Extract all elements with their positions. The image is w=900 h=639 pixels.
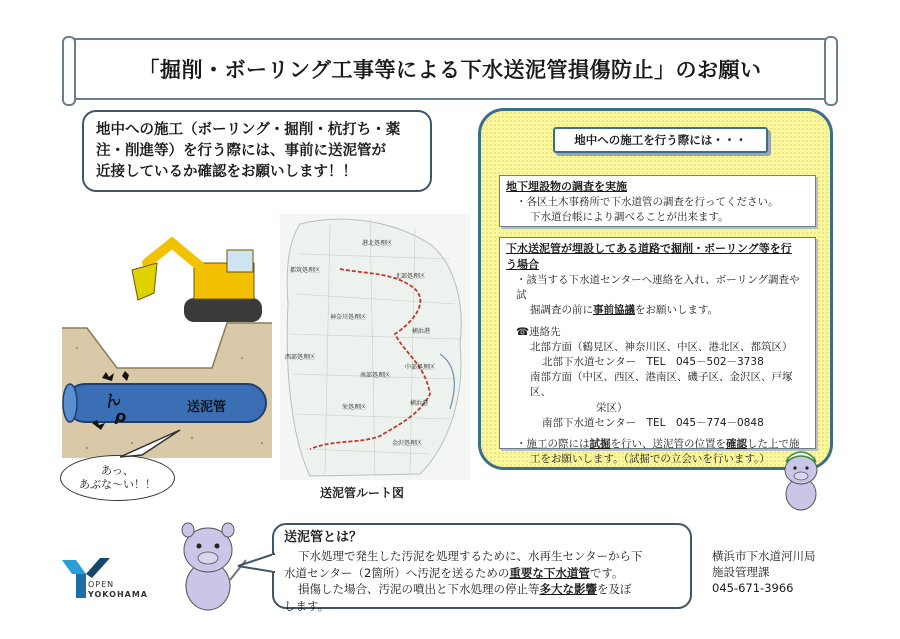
bubble-line: あっ、 xyxy=(101,464,134,477)
sewer-route-map xyxy=(280,214,470,480)
map-label: 栄処理区 xyxy=(342,404,367,411)
map-label: 北部処理区 xyxy=(395,273,426,280)
explanation-text: 下水処理で発生した汚泥を処理するために、水再生センターから下 xyxy=(298,548,643,563)
bubble-tail xyxy=(120,425,190,460)
map-label: 横浜港 xyxy=(412,328,431,335)
north-area: 北部方面（鶴見区、神奈川区、中区、港北区、都筑区） xyxy=(530,340,793,353)
section-heading: 下水送泥管が埋設してある道路で掘削・ボーリング等を行 xyxy=(506,242,792,255)
logo-text: OPEN YOKOHAMA xyxy=(88,580,148,599)
title-banner xyxy=(70,38,830,100)
section-text: 工をお願いします。（試掘での立会いを行います。） xyxy=(530,453,770,466)
section-text: ・各区土木事務所で下水道管の調査を行ってください。 xyxy=(516,195,779,208)
request-line: 地中への施工（ボーリング・掘削・杭打ち・薬 xyxy=(96,122,401,138)
svg-text:ρ: ρ xyxy=(112,405,129,427)
north-center-phone: 北部下水道センター TEL 045－502－3738 xyxy=(542,355,764,368)
section-text: ・該当する下水道センターへ連絡を入れ、ボーリング調査や試 xyxy=(516,273,800,302)
section-text: 掘調査の前に事前協議をお願いします。 xyxy=(530,304,719,317)
explanation-text: 水道センター（2箇所）へ汚泥を送るための重要な下水道管です。 xyxy=(284,565,624,580)
instruction-panel xyxy=(478,108,833,470)
office-name: 横浜市下水道河川局 xyxy=(712,549,816,563)
contact-label: ☎連絡先 xyxy=(516,325,561,338)
page-title: 「掘削・ボーリング工事等による下水送泥管損傷防止」のお願い xyxy=(138,58,762,82)
section-text: 下水道台帳により調べることが出来ます。 xyxy=(530,211,729,224)
map-label: 神奈川処理区 xyxy=(330,314,367,321)
south-center-phone: 南部下水道センター TEL 045－774－0848 xyxy=(542,416,764,429)
map-label: 西部処理区 xyxy=(285,354,316,361)
map-label: 港北処理区 xyxy=(362,240,393,247)
south-area: 栄区） xyxy=(596,401,628,414)
explanation-box xyxy=(272,523,692,613)
explanation-tail xyxy=(236,552,276,576)
south-area: 南部方面（中区、西区、港南区、磯子区、金沢区、戸塚区、 xyxy=(530,371,793,399)
explanation-text: 損傷した場合、汚泥の噴出と下水処理の停止等多大な影響を及ぼ xyxy=(298,582,632,597)
request-line: 近接しているか確認をお願いします！！ xyxy=(96,164,357,181)
section-heading: う場合 xyxy=(506,257,539,271)
request-box xyxy=(82,110,432,192)
bubble-line: あぶな～い！！ xyxy=(79,478,156,492)
excavation-section xyxy=(499,237,816,466)
speech-bubble xyxy=(60,455,175,501)
explanation-text: します。 xyxy=(284,598,330,613)
request-line: 注・削進等）を行う際には、事前に送泥管が xyxy=(96,143,386,160)
pipe-label: 送泥管 xyxy=(187,400,227,415)
map-label: 金沢処理区 xyxy=(392,440,423,447)
mascot-small xyxy=(778,448,824,512)
office-info xyxy=(712,548,816,596)
office-division: 施設管理課 xyxy=(712,565,770,580)
map-label: 都筑処理区 xyxy=(290,267,321,274)
map-label: 南部処理区 xyxy=(360,372,391,379)
section-heading: 地下埋設物の調査を実施 xyxy=(506,180,627,193)
map-caption: 送泥管ルート図 xyxy=(320,486,405,500)
map-label: 横浜港 xyxy=(410,400,429,407)
survey-section xyxy=(499,175,816,227)
section-text: ・施工の際には試掘を行い、送泥管の位置を確認した上で施 xyxy=(516,438,800,451)
excavation-illustration xyxy=(62,208,272,458)
panel-header: 地中への施工を行う際には・・・ xyxy=(553,127,768,153)
office-phone: 045-671-3966 xyxy=(712,581,794,596)
map-label: 中部処理区 xyxy=(405,364,436,371)
svg-text:ん: ん xyxy=(101,388,124,412)
explanation-heading: 送泥管とは？ xyxy=(284,530,363,545)
